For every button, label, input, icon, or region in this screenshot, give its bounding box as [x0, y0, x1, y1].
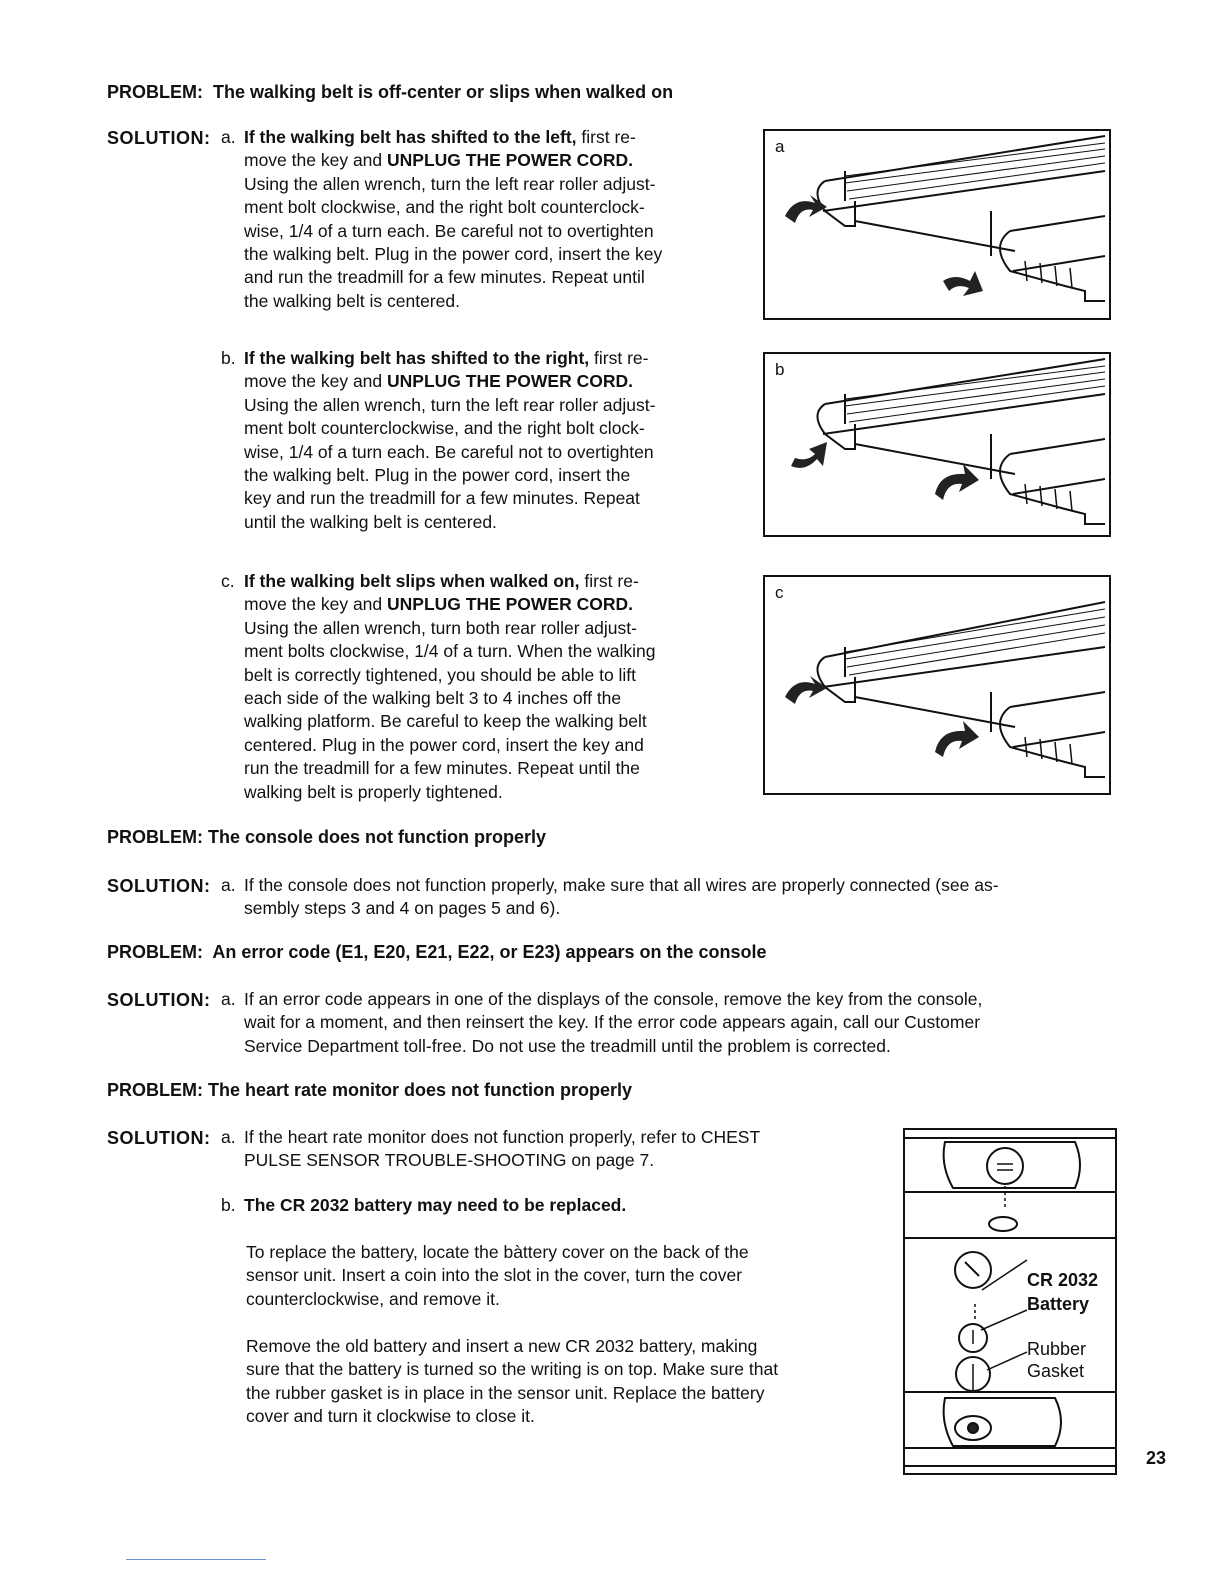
- step-c-bold: If the walking belt slips when walked on,: [244, 571, 580, 591]
- step-letter: a.: [221, 1127, 236, 1147]
- battery-heading: The CR 2032 battery may need to be replaced.: [244, 1195, 627, 1215]
- step-letter: a.: [221, 127, 236, 147]
- step-b-l1: first re-: [589, 348, 649, 368]
- step-b-bold: If the walking belt has shifted to the right,: [244, 348, 590, 368]
- solution-label: SOLUTION:: [107, 876, 211, 896]
- step-c-text: [244, 570, 744, 804]
- solution-label: SOLUTION:: [107, 128, 211, 148]
- problem-label: PROBLEM:: [107, 942, 203, 962]
- step-letter: b.: [221, 1195, 236, 1215]
- problem-heading-heart-rate: [107, 1079, 632, 1101]
- battery-label-2: Battery: [1027, 1294, 1090, 1314]
- step-c-rest: Using the allen wrench, turn both rear roller adjust- ment bolts clockwise, 1/4 of a turn. When the walking belt is correctly tightened, you should be able to lift each side of the walking belt 3 to 4 inches off the walking platform. Be careful to keep the walking belt centered. Plug in the power cord, insert the key and run the treadmill for a few minutes. Repeat until the walking belt is properly tightened.: [244, 617, 656, 802]
- step-letter: c.: [221, 571, 235, 591]
- step-letter: b.: [221, 348, 236, 368]
- problem-text: The console does not function properly: [208, 827, 547, 847]
- step-a-bold: If the walking belt has shifted to the left,: [244, 127, 577, 147]
- figure-b: [763, 352, 1111, 537]
- console-solution-text: If the console does not function properly, make sure that all wires are properly connected (see as- sembly steps 3 and 4 on pages 5 and 6).: [244, 875, 999, 919]
- figure-letter: a: [775, 137, 785, 156]
- figure-letter: c: [775, 583, 784, 602]
- problem-heading-error-code: [107, 941, 767, 963]
- problem-label: PROBLEM:: [107, 1080, 203, 1100]
- step-c-l2a: move the key and: [244, 594, 387, 615]
- treadmill-rear-illustration: [765, 131, 1109, 318]
- error-code-solution-text: If an error code appears in one of the displays of the console, remove the key from the console, wait for a moment, and then reinsert the key. If the error code appears again, call our Customer Service Department toll-free. Do not use the treadmill until the problem is corrected.: [244, 989, 983, 1056]
- rotate-arrow-icon: [935, 464, 979, 500]
- step-letter: a.: [221, 989, 236, 1009]
- step-b-l2a: move the key and: [244, 371, 387, 392]
- battery-para-2: Remove the old battery and insert a new CR 2032 battery, making sure that the battery is turned so the writing is on top. Make sure that the rubber gasket is in place in the sensor unit. Replace the battery cover and turn it clockwise to close it.: [246, 1336, 779, 1427]
- sensor-cover-icon: [987, 1148, 1023, 1184]
- problem-text: An error code (E1, E20, E21, E22, or E23) appears on the console: [212, 942, 767, 962]
- figure-a: [763, 129, 1111, 320]
- page-number: 23: [1146, 1448, 1167, 1468]
- solution-label: SOLUTION:: [107, 1128, 211, 1148]
- gasket-label-2: Gasket: [1027, 1361, 1085, 1381]
- rotate-arrow-icon: [935, 721, 979, 757]
- rotate-arrow-icon: [785, 195, 827, 223]
- solution-label: SOLUTION:: [107, 990, 211, 1010]
- heart-rate-solution-a: If the heart rate monitor does not function properly, refer to CHEST PULSE SENSOR TROUBLE-SHOOTING on page 7.: [244, 1127, 761, 1171]
- treadmill-rear-illustration: [765, 354, 1109, 535]
- step-a-l2a: move the key and: [244, 150, 387, 171]
- step-b-text: [244, 347, 744, 534]
- problem-label: PROBLEM:: [107, 82, 203, 102]
- gasket-label: Rubber: [1027, 1339, 1087, 1359]
- problem-label: PROBLEM:: [107, 827, 203, 847]
- step-letter: a.: [221, 875, 236, 895]
- battery-para-1: To replace the battery, locate the bàttery cover on the back of the sensor unit. Insert a coin into the slot in the cover, turn the cover counterclockwise, and remove it.: [246, 1242, 749, 1309]
- step-a-rest: Using the allen wrench, turn the left rear roller adjust- ment bolt clockwise, and the right bolt counterclock- wise, 1/4 of a turn each. Be careful not to overtighten the walking belt. Plug in the power cord, insert the key and run the treadmill for a few minutes. Repeat until the walking belt is centered.: [244, 173, 663, 311]
- figure-c: [763, 575, 1111, 795]
- treadmill-rear-illustration: [765, 577, 1109, 793]
- problem-text: The heart rate monitor does not function properly: [208, 1080, 633, 1100]
- rotate-arrow-icon: [791, 442, 827, 468]
- battery-label: CR 2032: [1027, 1270, 1099, 1290]
- problem-heading-console: [107, 826, 546, 848]
- step-b-rest: Using the allen wrench, turn the left rear roller adjust- ment bolt counterclockwise, and the right bolt clock- wise, 1/4 of a turn each. Be careful not to overtighten the walking belt. Plug in the power cord, insert the key and run the treadmill for a few minutes. Repeat until the walking belt is centered.: [244, 394, 656, 532]
- step-b-warning: UNPLUG THE POWER CORD.: [387, 371, 633, 392]
- rotate-arrow-icon: [943, 271, 983, 296]
- step-a-l1: first re-: [576, 127, 636, 147]
- step-a-warning: UNPLUG THE POWER CORD.: [387, 150, 633, 171]
- step-a-text: [244, 126, 744, 313]
- divider: [126, 1559, 266, 1560]
- heart-rate-solution-b: [244, 1194, 626, 1217]
- figure-battery: [903, 1128, 1117, 1475]
- problem-heading-belt: [107, 81, 673, 103]
- problem-text: The walking belt is off-center or slips when walked on: [213, 82, 674, 102]
- step-c-warning: UNPLUG THE POWER CORD.: [387, 594, 633, 615]
- step-c-l1: first re-: [579, 571, 639, 591]
- figure-letter: b: [775, 360, 785, 379]
